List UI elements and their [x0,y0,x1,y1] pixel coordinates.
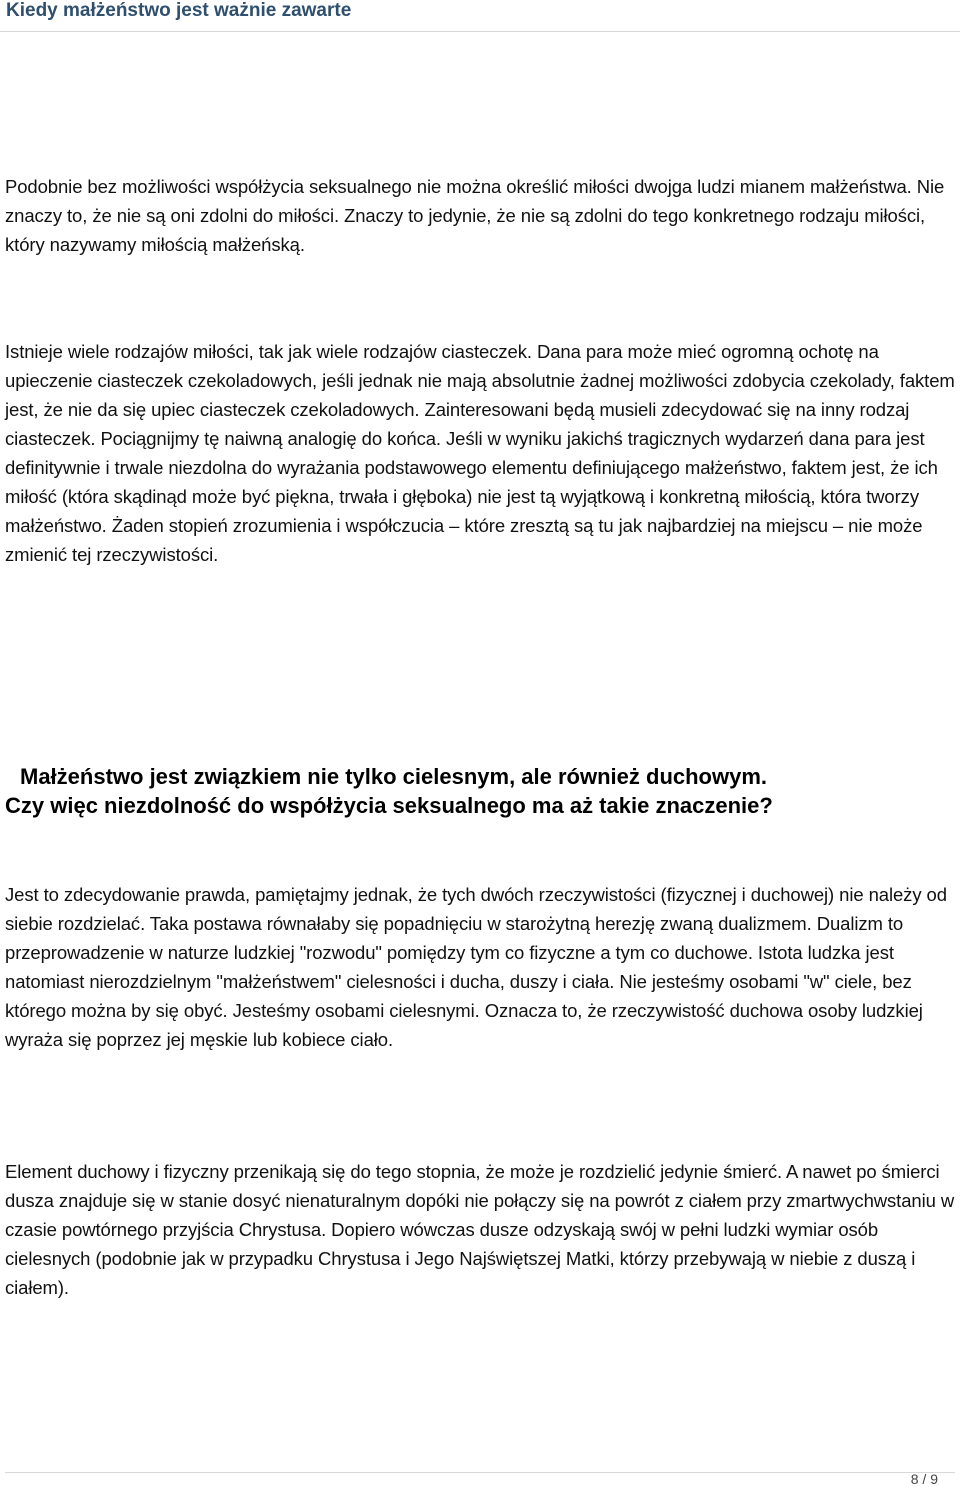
section-heading-line-2: Czy więc niezdolność do współżycia seksualnego ma aż takie znaczenie? [5,793,773,818]
page-header [0,0,960,32]
paragraph-3: Jest to zdecydowanie prawda, pamiętajmy jednak, że tych dwóch rzeczywistości (fizycznej i duchowej) nie należy od siebie rozdzielać. Taka postawa równałaby się popadnięciu w starożytną herezję zwaną dualizmem. Dualizm to przeprowadzenie w naturze ludzkiej "rozwodu" pomiędzy tym co fizyczne a tym co duchowe. Istota ludzka jest natomiast nierozdzielnym "małżeństwem" cielesności i ducha, duszy i ciała. Nie jesteśmy osobami "w" ciele, bez którego można by się obyć. Jesteśmy osobami cielesnymi. Oznacza to, że rzeczywistość duchowa osoby ludzkiej wyraża się poprzez jej męskie lub kobiece ciało. [5,884,947,1050]
section-heading [5,762,955,820]
paragraph-1: Podobnie bez możliwości współżycia seksualnego nie można określić miłości dwojga ludzi mianem małżeństwa. Nie znaczy to, że nie są oni zdolni do miłości. Znaczy to jedynie, że nie są zdolni do tego konkretnego rodzaju miłości, który nazywamy miłością małżeńską. [5,176,945,255]
paragraph-4: Element duchowy i fizyczny przenikają się do tego stopnia, że może je rozdzielić jedynie śmierć. A nawet po śmierci dusza znajduje się w stanie dosyć nienaturalnym dopóki nie połączy się na powrót z ciałem przy zmartwychwstaniu w czasie powtórnego przyjścia Chrystusa. Dopiero wówczas dusze odzyskają swój w pełni ludzki wymiar osób cielesnych (podobnie jak w przypadku Chrystusa i Jego Najświętszej Matki, którzy przebywają w niebie z duszą i ciałem). [5,1161,955,1298]
page-number: 8 / 9 [910,1471,938,1487]
section-heading-line-1: Małżeństwo jest związkiem nie tylko cielesnym, ale również duchowym. [20,764,768,789]
document-title: Kiedy małżeństwo jest ważnie zawarte [6,0,352,21]
paragraph-2: Istnieje wiele rodzajów miłości, tak jak wiele rodzajów ciasteczek. Dana para może mieć ogromną ochotę na upieczenie ciasteczek czekoladowych, jeśli jednak nie mają absolutnie żadnej możliwości zdobycia czekolady, faktem jest, że nie da się upiec ciasteczek czekoladowych. Zainteresowani będą musieli zdecydować się na inny rodzaj ciasteczek. Pociągnijmy tę naiwną analogię do końca. Jeśli w wyniku jakichś tragicznych wydarzeń dana para jest definitywnie i trwale niezdolna do wyrażania podstawowego elementu definiującego małżeństwo, faktem jest, że ich miłość (która skądinąd może być piękna, trwała i głęboka) nie jest tą wyjątkową i konkretną miłością, która tworzy małżeństwo. Żaden stopień zrozumienia i współczucia – które zresztą są tu jak najbardziej na miejscu – nie może zmienić tej rzeczywistości. [5,341,955,565]
footer-divider [5,1472,955,1473]
